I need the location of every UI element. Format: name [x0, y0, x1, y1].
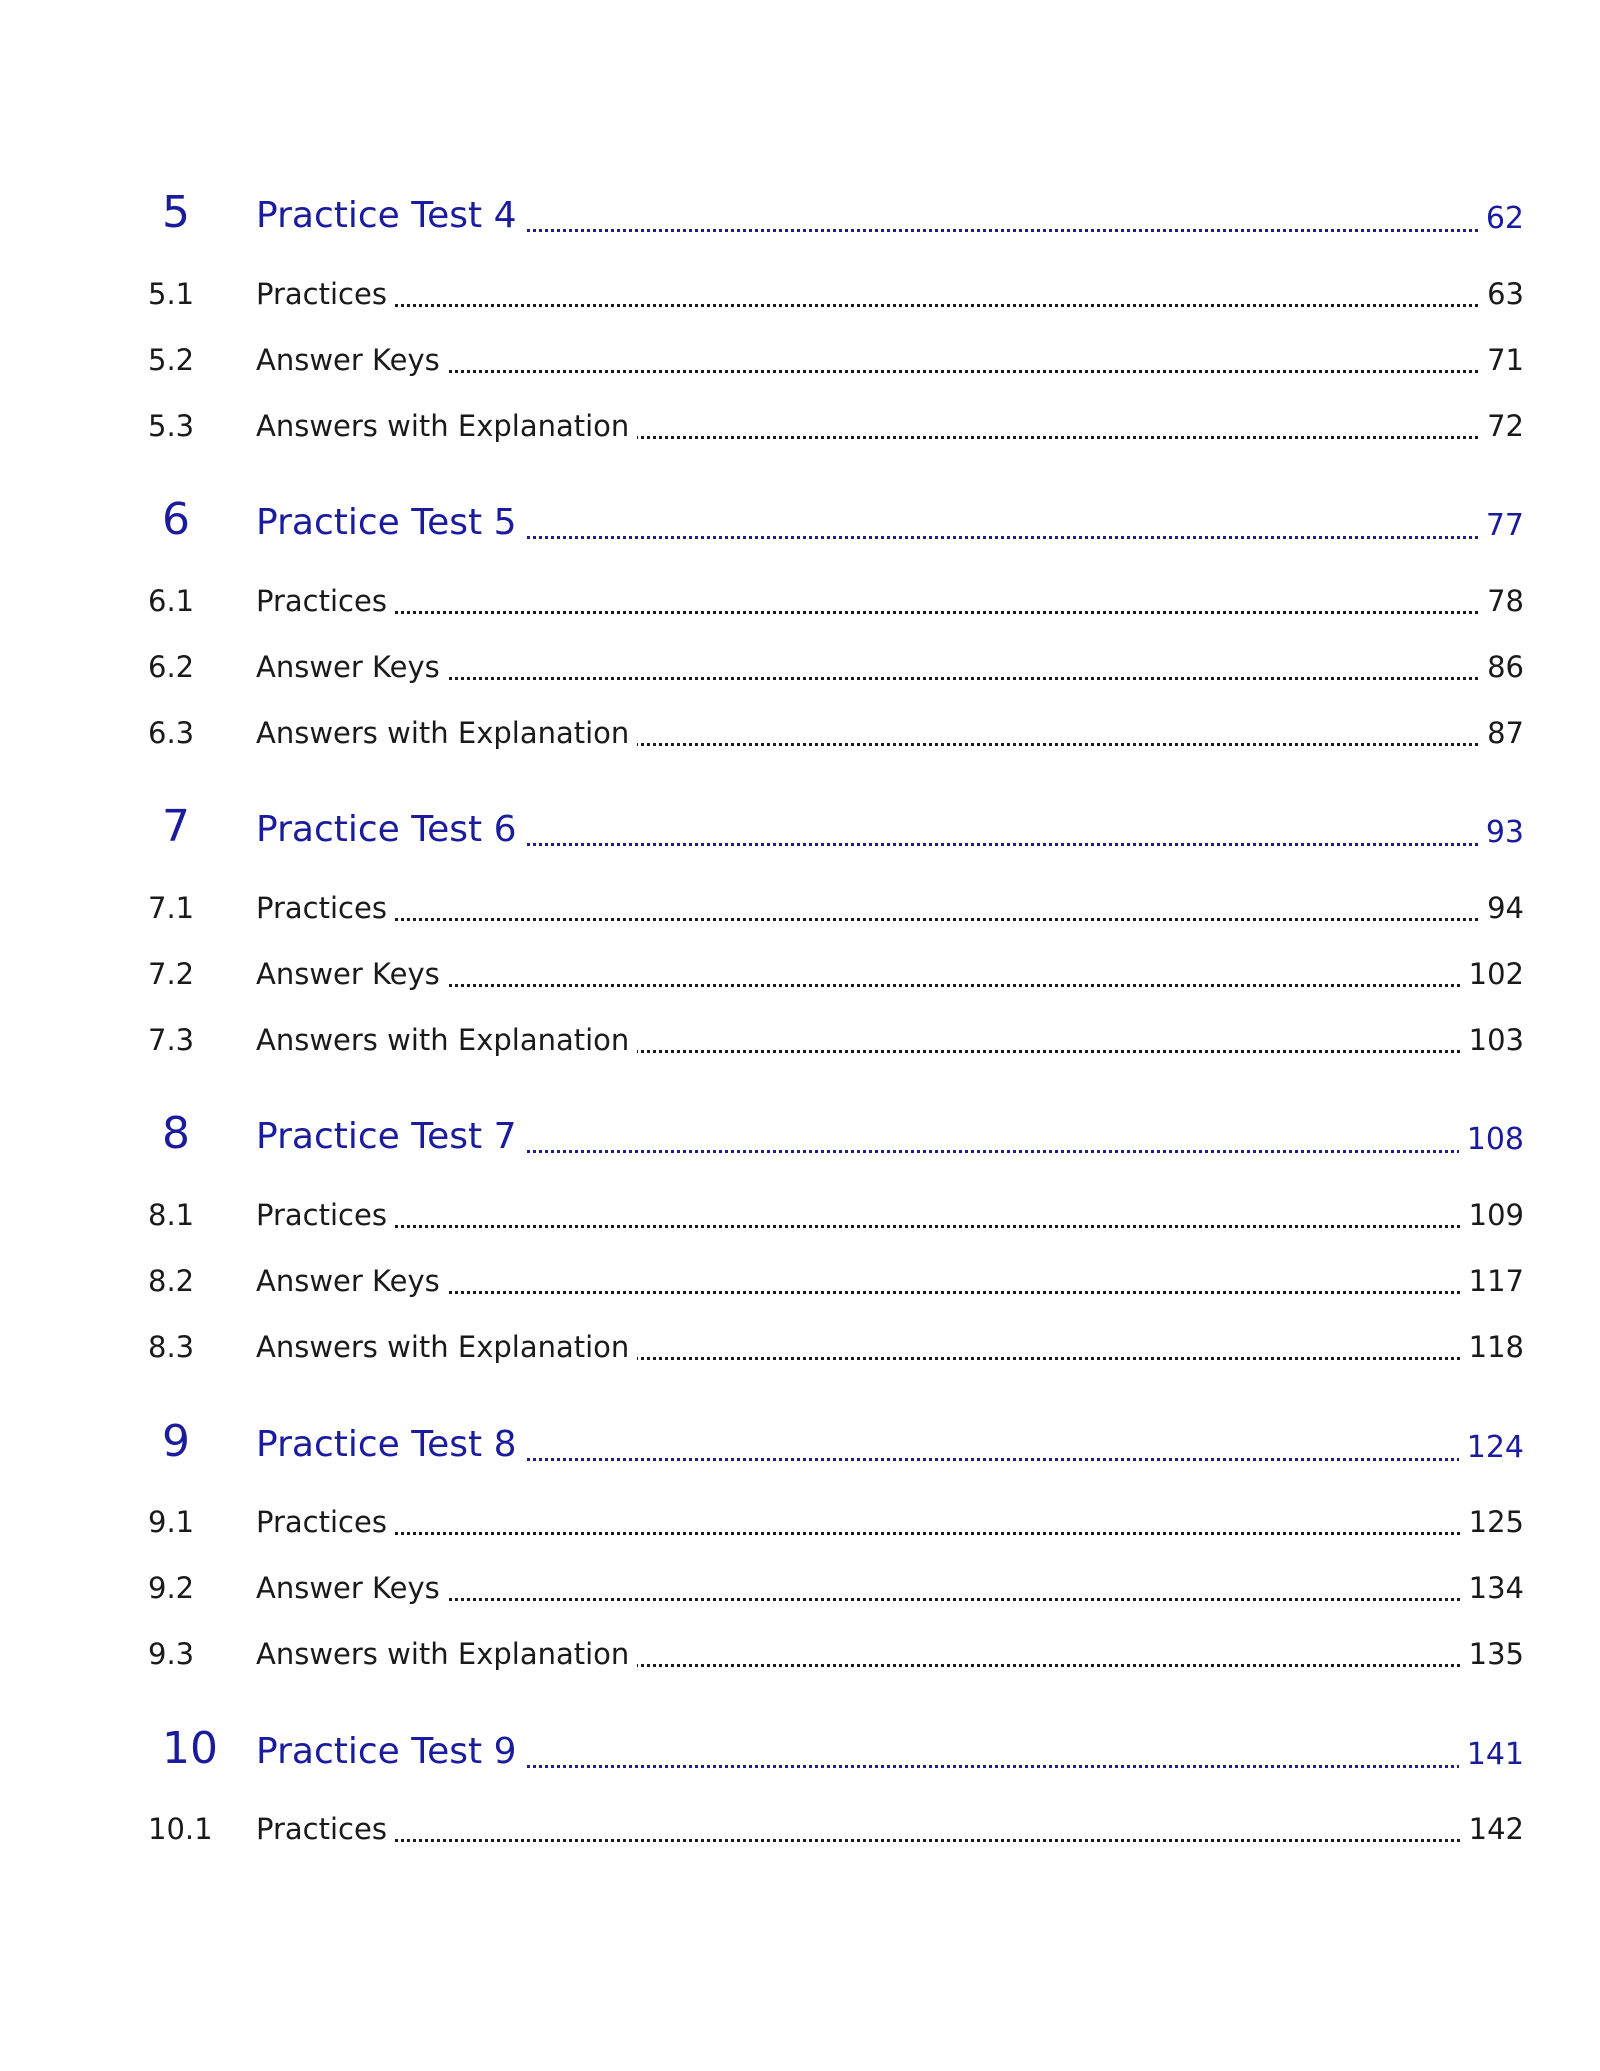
section-number: 9.2: [148, 1571, 195, 1605]
section-page-number: 142: [1461, 1812, 1524, 1846]
section-page-number: 135: [1461, 1637, 1524, 1671]
section-title: Answer Keys: [256, 1571, 448, 1605]
toc-section-8-1[interactable]: [148, 1192, 1524, 1240]
section-number: 5.3: [148, 409, 195, 443]
section-page-number: 109: [1461, 1198, 1524, 1232]
chapter-page-number: 141: [1459, 1737, 1524, 1772]
section-page-number: 103: [1461, 1023, 1524, 1057]
chapter-page-number: 108: [1459, 1122, 1524, 1157]
chapter-title: Practice Test 6: [256, 809, 524, 850]
dot-leader: [256, 304, 1484, 307]
section-number: 6.2: [148, 650, 195, 684]
chapter-number: 5: [162, 187, 190, 238]
chapter-page-number: 62: [1478, 201, 1524, 236]
section-number: 5.2: [148, 343, 195, 377]
chapter-title: Practice Test 9: [256, 1731, 524, 1772]
section-page-number: 86: [1479, 650, 1524, 684]
toc-chapter-7[interactable]: [148, 801, 1524, 858]
toc-chapter-5[interactable]: [148, 187, 1524, 244]
section-number: 5.1: [148, 277, 195, 311]
chapter-title: Practice Test 5: [256, 502, 524, 543]
section-title: Answer Keys: [256, 343, 448, 377]
chapter-number: 10: [162, 1723, 218, 1774]
toc-section-6-3[interactable]: [148, 710, 1524, 758]
chapter-title: Practice Test 4: [256, 195, 524, 236]
section-page-number: 63: [1479, 277, 1524, 311]
toc-section-5-1[interactable]: [148, 271, 1524, 319]
toc-section-6-2[interactable]: [148, 644, 1524, 692]
section-title: Answers with Explanation: [256, 409, 637, 443]
toc-chapter-8[interactable]: [148, 1108, 1524, 1165]
section-number: 9.1: [148, 1505, 195, 1539]
chapter-number: 9: [162, 1416, 190, 1467]
chapter-page-number: 77: [1478, 508, 1524, 543]
section-title: Answers with Explanation: [256, 716, 637, 750]
toc-section-9-2[interactable]: [148, 1565, 1524, 1613]
chapter-number: 7: [162, 801, 190, 852]
toc-chapter-9[interactable]: [148, 1416, 1524, 1473]
section-title: Practices: [256, 584, 395, 618]
dot-leader: [256, 611, 1484, 614]
toc-section-9-3[interactable]: [148, 1631, 1524, 1679]
chapter-title: Practice Test 8: [256, 1424, 524, 1465]
section-title: Practices: [256, 1505, 395, 1539]
section-number: 9.3: [148, 1637, 195, 1671]
toc-section-7-3[interactable]: [148, 1017, 1524, 1065]
toc-chapter-10[interactable]: [148, 1723, 1524, 1780]
section-number: 10.1: [148, 1812, 213, 1846]
section-page-number: 78: [1479, 584, 1524, 618]
toc-chapter-6[interactable]: [148, 494, 1524, 551]
section-page-number: 117: [1461, 1264, 1524, 1298]
section-page-number: 71: [1479, 343, 1524, 377]
dot-leader: [256, 918, 1484, 921]
section-title: Answer Keys: [256, 650, 448, 684]
section-number: 6.3: [148, 716, 195, 750]
section-number: 6.1: [148, 584, 195, 618]
section-number: 7.2: [148, 957, 195, 991]
dot-leader: [256, 1532, 1484, 1535]
section-number: 8.3: [148, 1330, 195, 1364]
section-title: Practices: [256, 1812, 395, 1846]
section-page-number: 102: [1461, 957, 1524, 991]
section-page-number: 72: [1479, 409, 1524, 443]
chapter-number: 8: [162, 1108, 190, 1159]
section-title: Answers with Explanation: [256, 1330, 637, 1364]
toc-section-8-2[interactable]: [148, 1258, 1524, 1306]
section-number: 7.1: [148, 891, 195, 925]
section-page-number: 87: [1479, 716, 1524, 750]
section-title: Answer Keys: [256, 1264, 448, 1298]
chapter-page-number: 93: [1478, 815, 1524, 850]
toc-section-5-3[interactable]: [148, 403, 1524, 451]
section-title: Answers with Explanation: [256, 1637, 637, 1671]
section-title: Practices: [256, 1198, 395, 1232]
section-title: Practices: [256, 891, 395, 925]
section-title: Answer Keys: [256, 957, 448, 991]
toc-section-7-2[interactable]: [148, 951, 1524, 999]
toc-section-6-1[interactable]: [148, 578, 1524, 626]
dot-leader: [256, 1839, 1484, 1842]
section-number: 7.3: [148, 1023, 195, 1057]
section-number: 8.1: [148, 1198, 195, 1232]
chapter-title: Practice Test 7: [256, 1116, 524, 1157]
section-number: 8.2: [148, 1264, 195, 1298]
toc-section-9-1[interactable]: [148, 1499, 1524, 1547]
section-page-number: 134: [1461, 1571, 1524, 1605]
section-title: Answers with Explanation: [256, 1023, 637, 1057]
section-page-number: 125: [1461, 1505, 1524, 1539]
chapter-page-number: 124: [1459, 1430, 1524, 1465]
section-page-number: 94: [1479, 891, 1524, 925]
toc-section-8-3[interactable]: [148, 1324, 1524, 1372]
chapter-number: 6: [162, 494, 190, 545]
toc-section-7-1[interactable]: [148, 885, 1524, 933]
section-title: Practices: [256, 277, 395, 311]
dot-leader: [256, 1225, 1484, 1228]
toc-section-10-1[interactable]: [148, 1806, 1524, 1854]
section-page-number: 118: [1461, 1330, 1524, 1364]
toc-section-5-2[interactable]: [148, 337, 1524, 385]
